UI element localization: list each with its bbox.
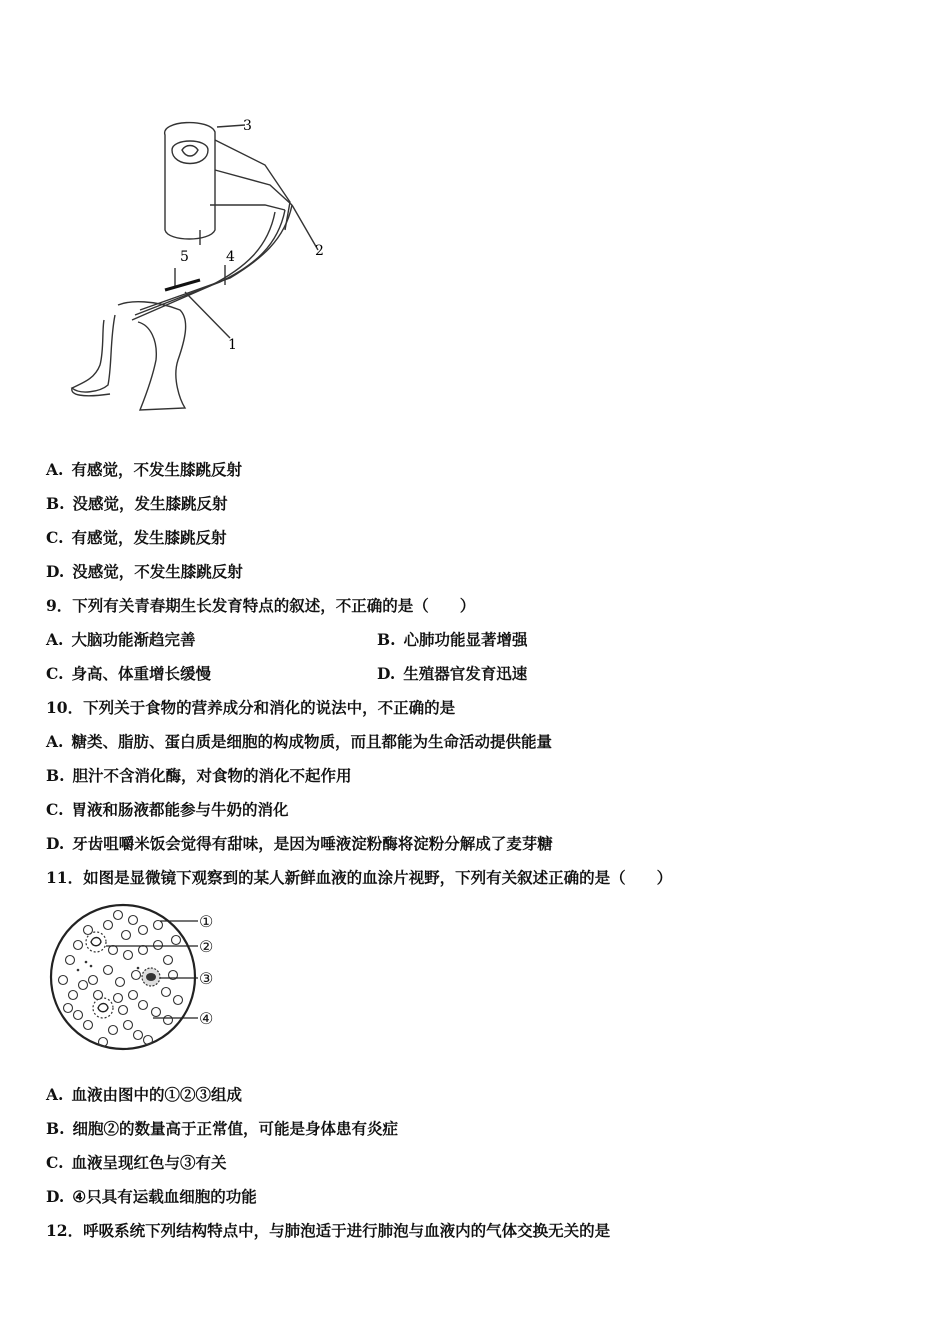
q9-option-b: B. 心肺功能显著增强: [377, 630, 528, 649]
q8-option-b: B. 没感觉，发生膝跳反射: [46, 494, 228, 513]
figure1-label-1: 1: [228, 337, 237, 353]
q8-option-c: C. 有感觉，发生膝跳反射: [46, 528, 227, 547]
q10-option-b: B. 胆汁不含消化酶，对食物的消化不起作用: [46, 766, 352, 785]
figure1-label-2: 2: [315, 243, 324, 259]
q10-stem: 10．下列关于食物的营养成分和消化的说法中，不正确的是: [46, 698, 456, 717]
figure1-label-4: 4: [226, 249, 235, 265]
q12-stem: 12．呼吸系统下列结构特点中，与肺泡适于进行肺泡与血液内的气体交换无关的是: [46, 1221, 611, 1240]
knee-reflex-figure: [60, 110, 350, 425]
q8-option-d: D. 没感觉，不发生膝跳反射: [46, 562, 243, 581]
figure1-label-3: 3: [243, 118, 252, 134]
q11-option-d: D. ④只具有运载血细胞的功能: [46, 1187, 257, 1206]
q11-option-b: B. 细胞②的数量高于正常值，可能是身体患有炎症: [46, 1119, 399, 1138]
q8-option-a: A. 有感觉，不发生膝跳反射: [46, 460, 242, 479]
q10-option-d: D. 牙齿咀嚼米饭会觉得有甜味，是因为唾液淀粉酶将淀粉分解成了麦芽糖: [46, 834, 553, 853]
figure1-label-5: 5: [180, 249, 189, 265]
blood-smear-figure: [48, 900, 228, 1055]
blood-label-2: ②: [199, 937, 214, 956]
q10-option-a: A. 糖类、脂肪、蛋白质是细胞的构成物质，而且都能为生命活动提供能量: [46, 732, 552, 751]
cell-3: [142, 968, 160, 986]
q11-option-a: A. 血液由图中的①②③组成: [46, 1085, 242, 1104]
blood-label-4: ④: [199, 1009, 214, 1028]
q9-option-d: D. 生殖器官发育迅速: [377, 664, 528, 683]
blood-label-3: ③: [199, 969, 214, 988]
q11-stem: 11．如图是显微镜下观察到的某人新鲜血液的血涂片视野，下列有关叙述正确的是（ ）: [46, 868, 673, 887]
q11-option-c: C. 血液呈现红色与③有关: [46, 1153, 227, 1172]
q9-option-c: C. 身高、体重增长缓慢: [46, 664, 211, 683]
q9-option-a: A. 大脑功能渐趋完善: [46, 630, 196, 649]
q10-option-c: C. 胃液和肠液都能参与牛奶的消化: [46, 800, 289, 819]
q9-stem: 9．下列有关青春期生长发育特点的叙述，不正确的是（ ）: [46, 596, 476, 615]
blood-label-1: ①: [199, 912, 214, 931]
